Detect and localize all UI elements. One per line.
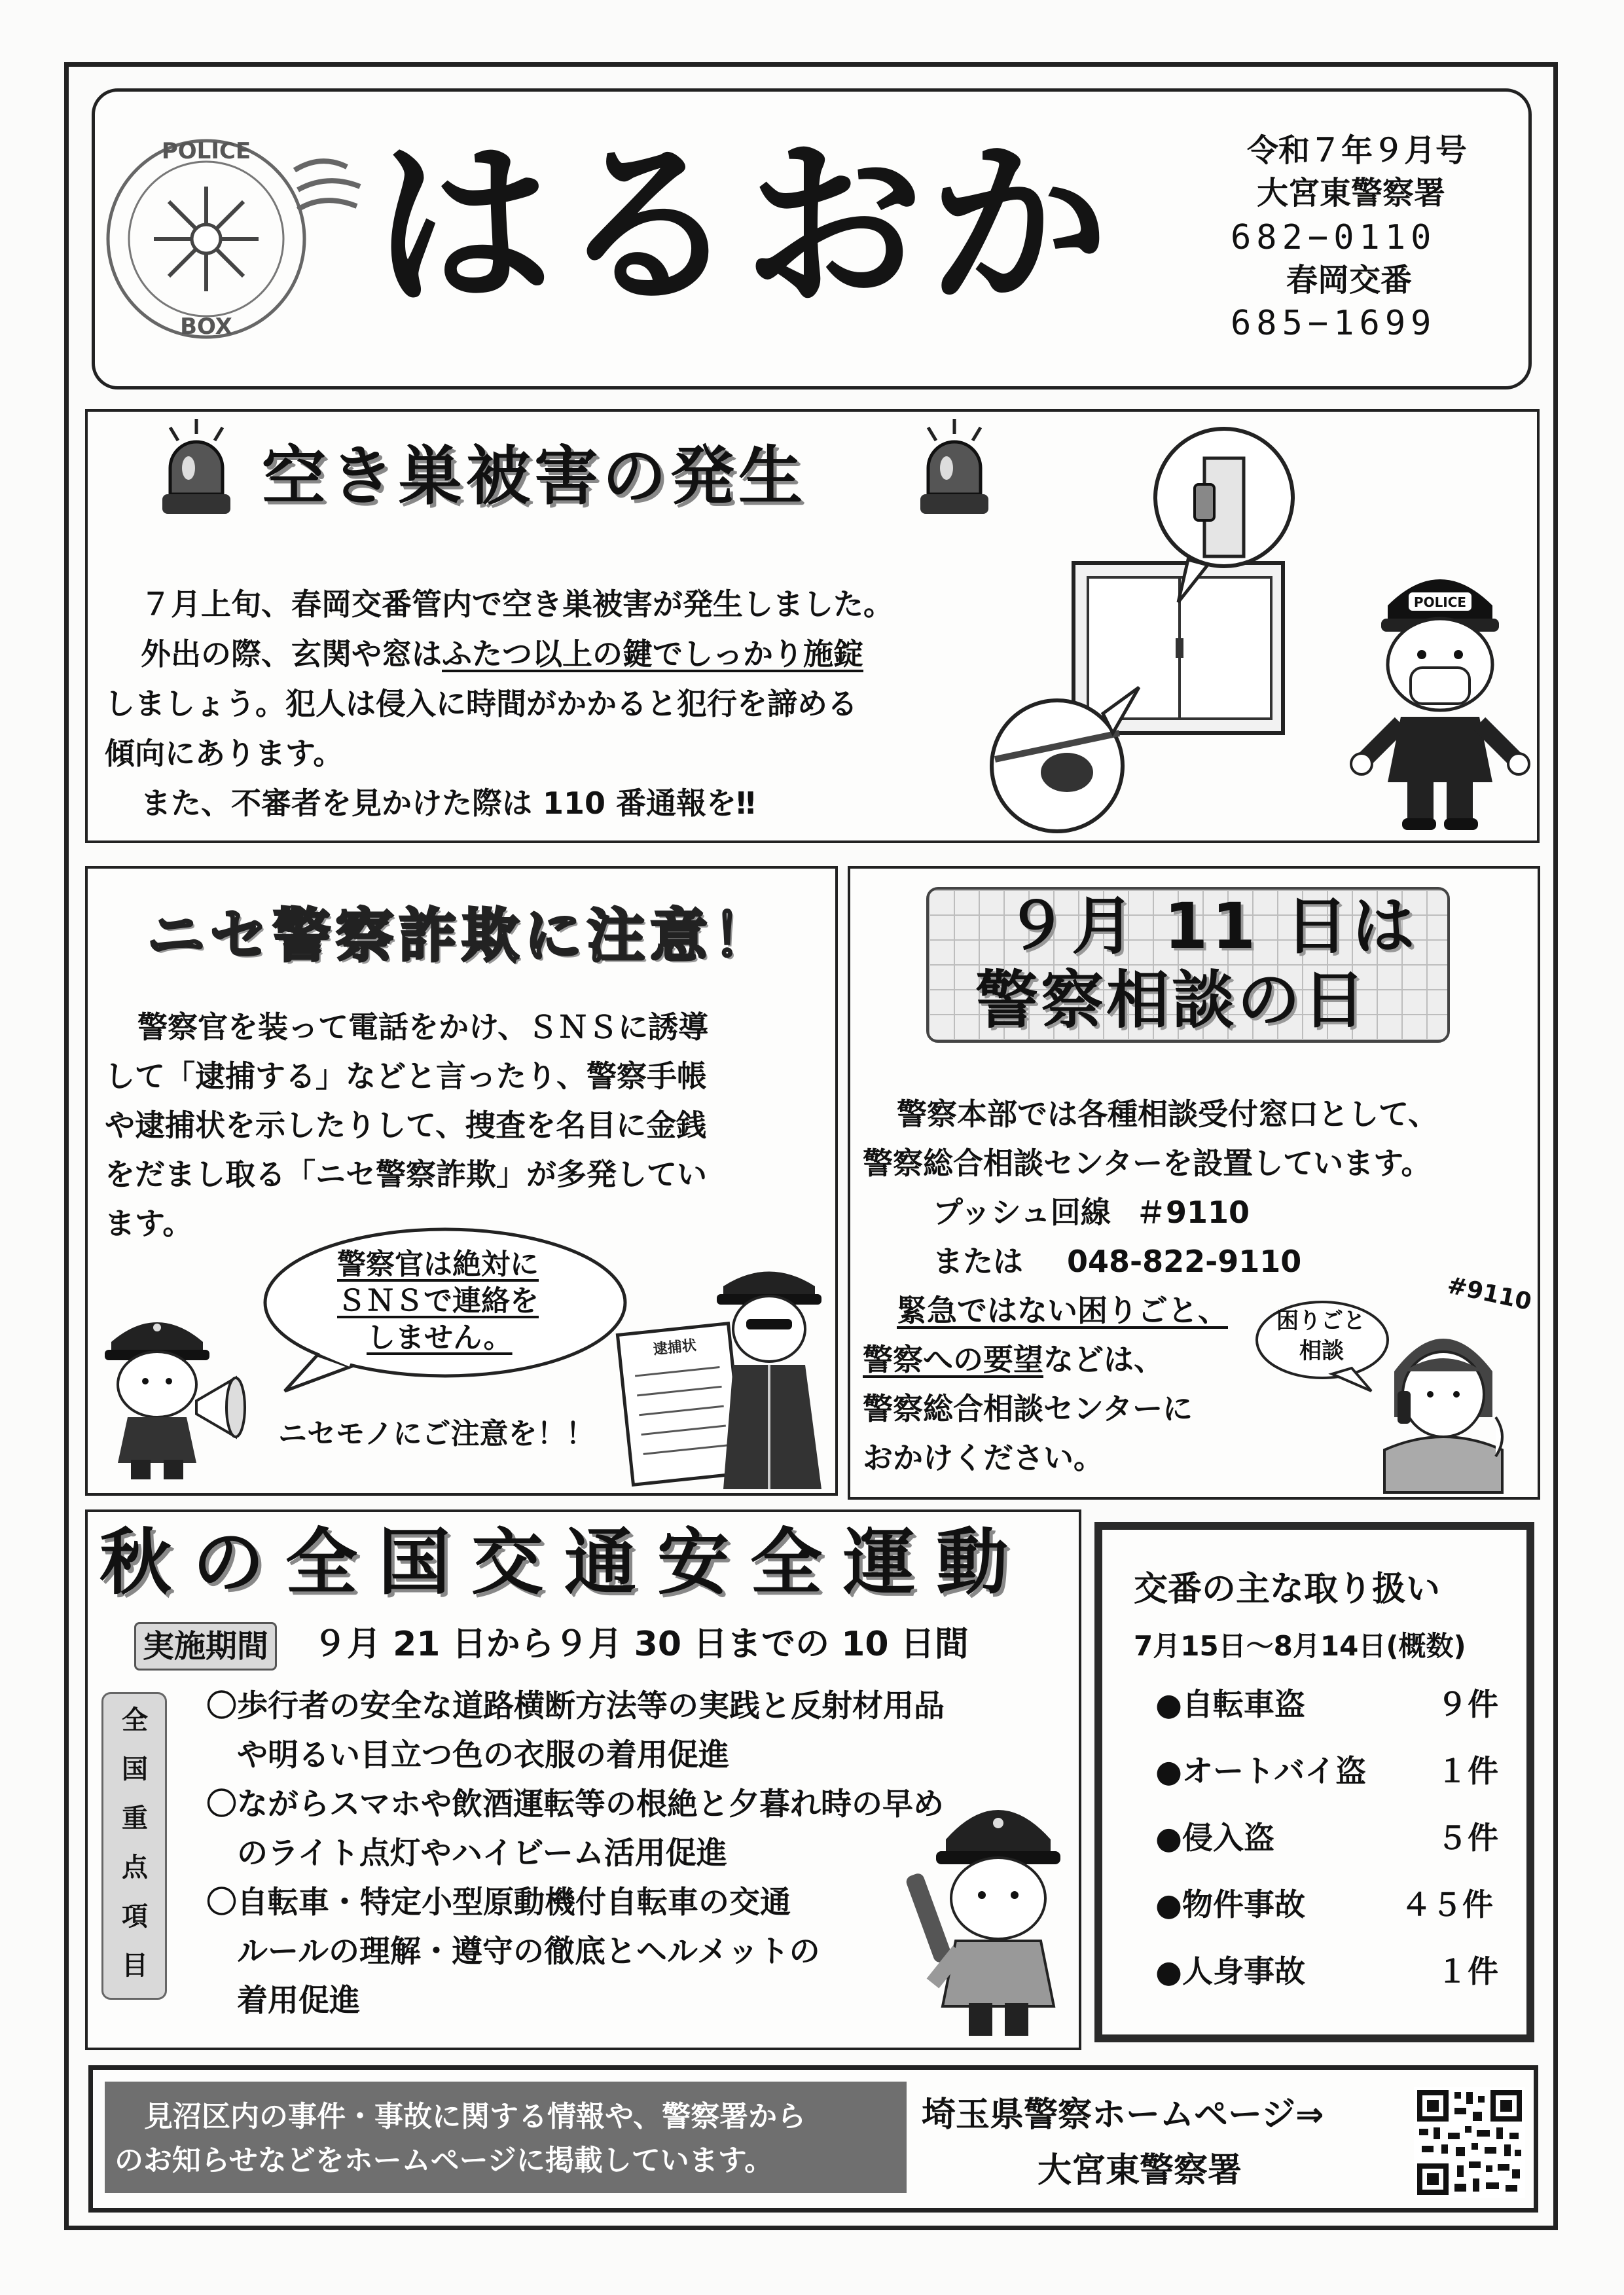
stats-item-label: ●自転車盗 [1155,1687,1306,1723]
priority-label-char: 項 [122,1902,148,1932]
consultation-text-nonemergency: 緊急ではない困りごと、 [897,1293,1228,1328]
consultation-text-request [863,1334,1164,1385]
priority-label-char: 国 [122,1754,148,1784]
period-label-badge: 実施期間 [134,1622,277,1671]
officer-megaphone-illustration [98,1303,268,1486]
stats-item-value: ９件 [1437,1687,1498,1723]
stats-item-value: ５件 [1437,1820,1498,1856]
bubble-text-2: ＳＮＳで連絡を [337,1284,539,1318]
priority-item-1-line-1: 〇歩行者の安全な道路横断方法等の実践と反射材用品 [206,1688,945,1724]
period-text: ９月 21 日から９月 30 日までの 10 日間 [313,1625,969,1664]
homepage-link-text[interactable]: 埼玉県警察ホームページ⇒ [922,2095,1324,2135]
priority-label-char: 重 [122,1803,148,1834]
burglary-lock-emphasis: ふたつ以上の鍵でしっかり施錠 [442,636,863,672]
priority-item-3-line-1: 〇自転車・特定小型原動機付自転車の交通 [206,1885,791,1921]
priority-label-char: 点 [122,1852,148,1883]
push-line-label: プッシュ回線 [933,1195,1111,1230]
burglary-text-2 [141,628,863,679]
consultation-request-emphasis: 警察への要望 [863,1342,1043,1377]
traffic-heading: 秋の全国交通安全運動 [99,1521,1029,1604]
siren-light-icon [157,416,236,520]
stats-period: 7月15日～8月14日(概数) [1134,1630,1466,1662]
priority-item-3-line-2: ルールの理解・遵守の徹底とヘルメットの [206,1934,820,1970]
burglary-text-4: 傾向にあります。 [105,736,344,771]
police-officer-illustration [1362,553,1519,835]
stats-title: 交番の主な取り扱い [1134,1570,1441,1609]
fraud-text-3: や逮捕状を示したりして、捜査を名目に金銭 [105,1108,707,1143]
burglary-text-2-pre: 外出の際、玄関や窓は [141,636,442,672]
warrant-label: 逮捕状 [652,1337,698,1358]
burglary-text-1: ７月上旬、春岡交番管内で空き巣被害が発生しました。 [141,587,893,622]
push-line-number: ＃9110 [1136,1195,1250,1230]
stats-item-value: １件 [1437,1754,1498,1790]
stamp-top-text: POLICE [161,138,251,164]
consultation-text-7: 警察総合相談センターに [863,1391,1193,1426]
burglary-heading: 空き巣被害の発生 [262,439,807,514]
stats-item-label: ●物件事故 [1155,1887,1306,1923]
priority-item-2-line-1: 〇ながらスマホや飲酒運転等の根絶と夕暮れ時の早め [206,1786,945,1822]
stamp-bottom-text: BOX [180,314,232,340]
or-label: または [933,1244,1023,1279]
priority-item-2-line-2: のライト点灯やハイビーム活用促進 [206,1835,727,1871]
consultation-text-8: おかけください。 [863,1440,1104,1475]
police-box-stamp [108,124,370,360]
hash-9110-tag: #9110 [1445,1271,1534,1316]
burglary-text-5: また、不審者を見かけた際は 110 番通報を‼ [141,786,755,821]
window-lock-illustration [982,425,1348,831]
station-name: 大宮東警察署 [1257,175,1446,211]
fraud-text-2: して「逮捕する」などと言ったり、警察手帳 [105,1058,707,1094]
footer-info-line-1: 見沼区内の事件・事故に関する情報や、警察署から [144,2100,806,2133]
consultation-request-rest: などは、 [1043,1342,1164,1377]
traffic-officer-illustration [907,1787,1077,2042]
stats-item-label: ●人身事故 [1155,1954,1306,1990]
consultation-text-2: 警察総合相談センターを設置しています。 [863,1146,1432,1181]
fraud-text-5: ます。 [105,1206,193,1241]
priority-items-label [101,1692,167,2000]
consultation-title-line-2: 警察相談の日 [975,964,1368,1037]
bubble-text-3: しません。 [367,1321,513,1354]
burglary-text-3: しましょう。犯人は侵入に時間がかかると犯行を諦める [105,686,857,721]
fraud-warning: ニセモノにご注意を！！ [278,1417,595,1451]
fraud-text-4: をだまし取る「ニセ警察詐欺」が多発してい [105,1157,707,1192]
consultation-text-1: 警察本部では各種相談受付窓口として、 [897,1096,1439,1132]
consultation-bubble-text-1: 困りごと [1276,1308,1365,1334]
woman-on-phone-illustration [1362,1319,1525,1496]
station-phone: 682−0110 [1231,218,1437,257]
issue-date: 令和７年９月号 [1247,132,1468,169]
stats-item-label: ●侵入盗 [1155,1820,1275,1856]
fake-officer-warrant-illustration [612,1267,828,1492]
priority-label-char: 目 [122,1951,148,1981]
footer-info-line-2: のお知らせなどをホームページに掲載しています。 [115,2144,774,2177]
footer-station-name: 大宮東警察署 [1038,2151,1242,2190]
bubble-text-1: 警察官は絶対に [337,1248,539,1281]
stats-item-label: ●オートバイ盗 [1155,1754,1367,1790]
fraud-text-1: 警察官を装って電話をかけ、ＳＮＳに誘導 [137,1009,709,1045]
consultation-phone-number: 048-822-9110 [1067,1244,1302,1279]
newsletter-title: はるおか [373,121,1114,331]
consultation-title-line-1: ９月 11 日は [1005,890,1419,963]
fraud-heading: ニセ警察詐欺に注意！ [147,902,776,969]
koban-name: 春岡交番 [1286,262,1413,298]
homepage-qr-code[interactable] [1414,2087,1525,2198]
officer-cap-label: POLICE [1413,594,1467,610]
priority-item-1-line-2: や明るい目立つ色の衣服の着用促進 [206,1737,729,1773]
stats-item-value: ４５件 [1401,1887,1493,1923]
koban-phone: 685−1699 [1231,304,1437,343]
consultation-bubble-text-2: 相談 [1299,1338,1344,1364]
stats-item-value: １件 [1437,1954,1498,1990]
priority-label-char: 全 [122,1705,148,1735]
priority-item-3-line-3: 着用促進 [206,1983,360,2019]
